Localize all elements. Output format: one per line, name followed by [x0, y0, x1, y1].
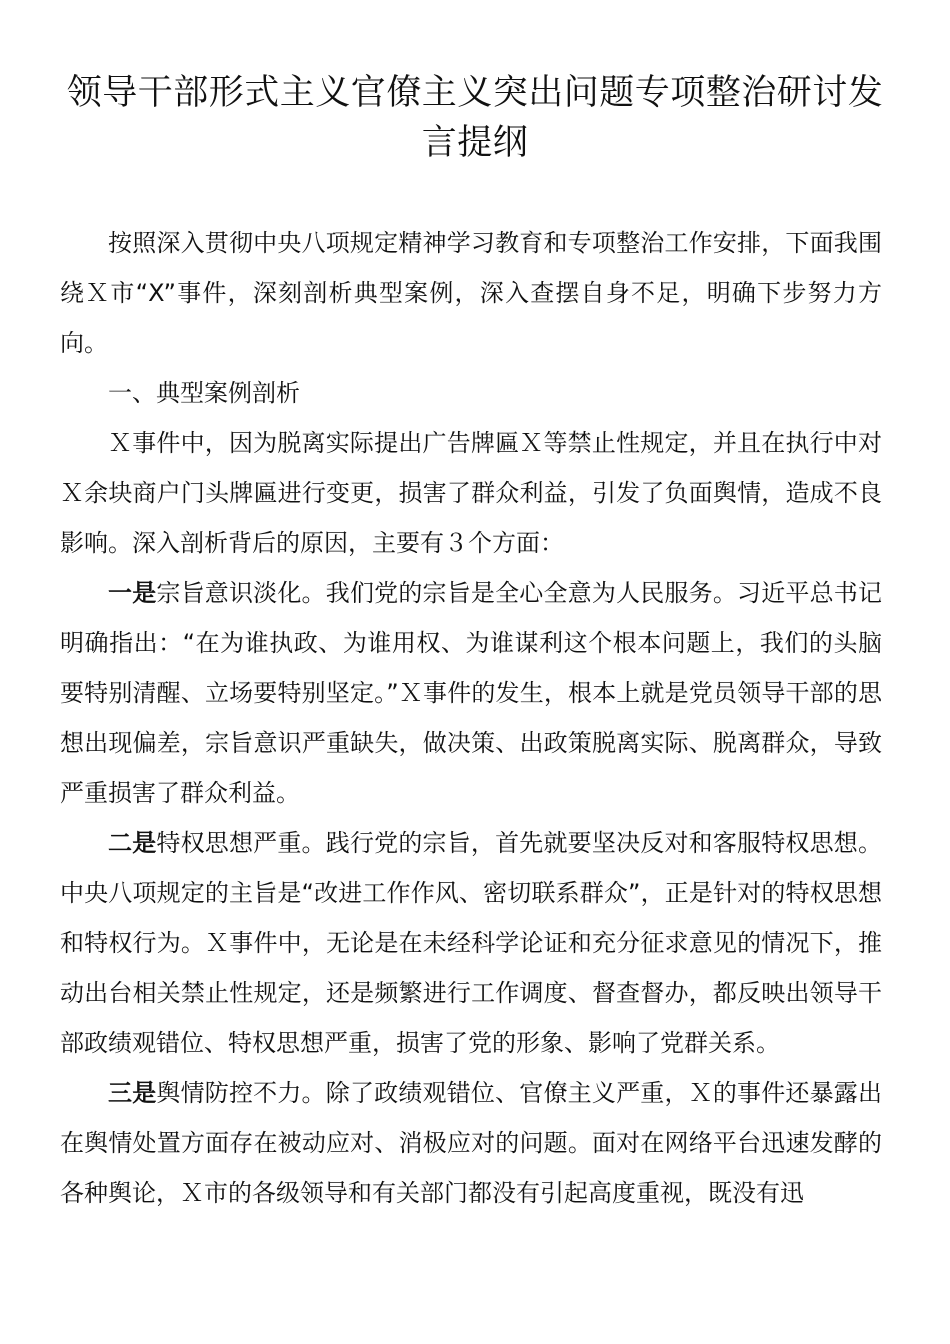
point-paragraph-3: [60, 1068, 882, 1218]
point-text: 特权思想严重。践行党的宗旨，首先就要坚决反对和客服特权思想。中央八项规定的主旨是“改进工作作风、密切联系群众”，正是针对的特权思想和特权行为。Ｘ事件中，无论是在未经科学论证和充分征求意见的情况下，推动出台相关禁止性规定，还是频繁进行工作调度、督查督办，都反映出领导干部政绩观错位、特权思想严重，损害了党的形象、影响了党群关系。: [60, 829, 883, 1057]
point-lead: 一是: [108, 579, 157, 607]
case-summary-paragraph: Ｘ事件中，因为脱离实际提出广告牌匾Ｘ等禁止性规定，并且在执行中对Ｘ余块商户门头牌匾进行变更，损害了群众利益，引发了负面舆情，造成不良影响。深入剖析背后的原因，主要有３个方面：: [60, 429, 882, 557]
document-title: 领导干部形式主义官僚主义突出问题专项整治研讨发言提纲: [66, 73, 884, 163]
point-text: 宗旨意识淡化。我们党的宗旨是全心全意为人民服务。习近平总书记明确指出：“在为谁执政、为谁用权、为谁谋利这个根本问题上，我们的头脑要特别清醒、立场要特别坚定。”Ｘ事件的发生，根本上就是党员领导干部的思想出现偏差，宗旨意识严重缺失，做决策、出政策脱离实际、脱离群众，导致严重损害了群众利益。: [60, 579, 883, 807]
point-lead: 二是: [108, 829, 157, 857]
point-lead: 三是: [108, 1079, 157, 1107]
intro-paragraph: 按照深入贯彻中央八项规定精神学习教育和专项整治工作安排，下面我围绕Ｘ市“X”事件，深刻剖析典型案例，深入查摆自身不足，明确下步努力方向。: [60, 229, 882, 357]
document-body: [60, 218, 882, 1218]
point-text: 舆情防控不力。除了政绩观错位、官僚主义严重，Ｘ的事件还暴露出在舆情处置方面存在被动应对、消极应对的问题。面对在网络平台迅速发酵的各种舆论，Ｘ市的各级领导和有关部门都没有引起高度重视，既没有迅: [60, 1079, 883, 1207]
point-paragraph-2: [60, 818, 882, 1068]
point-paragraph-1: [60, 568, 882, 818]
section-heading: 一、典型案例剖析: [108, 379, 300, 407]
